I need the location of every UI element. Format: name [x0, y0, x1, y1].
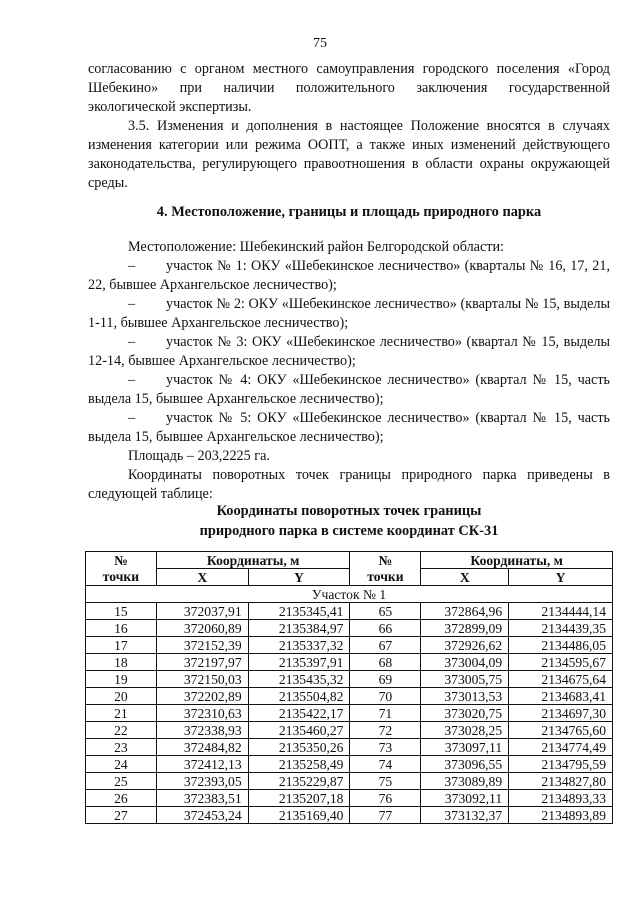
point-no-left: 17	[86, 637, 157, 654]
y-left: 2135384,97	[248, 620, 350, 637]
table-header-row-2	[86, 569, 613, 586]
x-right: 373013,53	[421, 688, 509, 705]
y-right: 2134893,89	[509, 807, 613, 824]
table-row	[86, 603, 613, 620]
point-no-right: 75	[350, 773, 421, 790]
y-left: 2135258,49	[248, 756, 350, 773]
header-points-left: точки	[86, 569, 157, 586]
table-title-line-1: Координаты поворотных точек границы	[216, 503, 482, 519]
x-right: 373132,37	[421, 807, 509, 824]
table-row	[86, 705, 613, 722]
body-text-location	[88, 238, 610, 504]
header-x-left: X	[156, 569, 248, 586]
point-no-right: 69	[350, 671, 421, 688]
y-left: 2135397,91	[248, 654, 350, 671]
point-no-right: 70	[350, 688, 421, 705]
area-text: Площадь – 203,2225 га.	[128, 448, 270, 464]
point-no-right: 74	[350, 756, 421, 773]
x-left: 372484,82	[156, 739, 248, 756]
plot-text: участок № 2: ОКУ «Шебекинское лесничество» (кварталы № 15, выделы 1-11, бывшее Архангельское лесничество);	[88, 296, 610, 331]
x-right: 373092,11	[421, 790, 509, 807]
plot-item	[88, 257, 610, 295]
x-left: 372197,97	[156, 654, 248, 671]
point-no-left: 24	[86, 756, 157, 773]
point-no-right: 67	[350, 637, 421, 654]
y-left: 2135229,87	[248, 773, 350, 790]
list-dash: –	[128, 258, 136, 274]
body-text-top	[88, 60, 610, 193]
x-left: 372310,63	[156, 705, 248, 722]
y-left: 2135350,26	[248, 739, 350, 756]
y-left: 2135345,41	[248, 603, 350, 620]
x-left: 372202,89	[156, 688, 248, 705]
list-dash: –	[128, 410, 136, 426]
table-row	[86, 773, 613, 790]
table-row	[86, 739, 613, 756]
header-x-right: X	[421, 569, 509, 586]
point-no-left: 21	[86, 705, 157, 722]
point-no-right: 77	[350, 807, 421, 824]
point-no-right: 71	[350, 705, 421, 722]
x-right: 372926,62	[421, 637, 509, 654]
point-no-left: 16	[86, 620, 157, 637]
y-right: 2134675,64	[509, 671, 613, 688]
coords-intro: Координаты поворотных точек границы природного парка приведены в следующей таблице:	[88, 467, 610, 502]
plot-text: участок № 4: ОКУ «Шебекинское лесничество» (квартал № 15, часть выдела 15, бывшее Архангельское лесничество);	[88, 372, 610, 407]
x-right: 372864,96	[421, 603, 509, 620]
x-left: 372412,13	[156, 756, 248, 773]
point-no-left: 19	[86, 671, 157, 688]
table-row	[86, 756, 613, 773]
x-left: 372037,91	[156, 603, 248, 620]
paragraph-continuation: согласованию с органом местного самоуправления городского поселения «Город Шебекино» при наличии положительного заключения государственной экологической экспертизы.	[88, 61, 610, 115]
point-no-right: 66	[350, 620, 421, 637]
point-no-right: 65	[350, 603, 421, 620]
table-title-line-2: природного парка в системе координат СК-31	[199, 523, 499, 539]
point-no-right: 76	[350, 790, 421, 807]
point-no-right: 73	[350, 739, 421, 756]
section-row	[86, 586, 613, 603]
y-left: 2135422,17	[248, 705, 350, 722]
x-right: 373096,55	[421, 756, 509, 773]
x-left: 372060,89	[156, 620, 248, 637]
x-left: 372150,03	[156, 671, 248, 688]
point-no-left: 27	[86, 807, 157, 824]
table-row	[86, 790, 613, 807]
point-no-left: 23	[86, 739, 157, 756]
x-left: 372338,93	[156, 722, 248, 739]
list-dash: –	[128, 296, 136, 312]
x-right: 373020,75	[421, 705, 509, 722]
y-right: 2134439,35	[509, 620, 613, 637]
x-right: 373028,25	[421, 722, 509, 739]
table-row	[86, 637, 613, 654]
section-heading: 4. Местоположение, границы и площадь природного парка	[156, 204, 542, 220]
header-y-right: Y	[509, 569, 613, 586]
table-header-row-1	[86, 552, 613, 569]
x-right: 373097,11	[421, 739, 509, 756]
location-intro: Местоположение: Шебекинский район Белгородской области:	[128, 239, 504, 255]
list-dash: –	[128, 334, 136, 350]
plot-text: участок № 1: ОКУ «Шебекинское лесничество» (кварталы № 16, 17, 21, 22, бывшее Архангельское лесничество);	[88, 258, 610, 293]
table-row	[86, 688, 613, 705]
list-dash: –	[128, 372, 136, 388]
plot-text: участок № 3: ОКУ «Шебекинское лесничество» (квартал № 15, выделы 12-14, бывшее Архангельское лесничество);	[88, 334, 610, 369]
x-left: 372393,05	[156, 773, 248, 790]
x-left: 372383,51	[156, 790, 248, 807]
point-no-left: 25	[86, 773, 157, 790]
paragraph-3-5: 3.5. Изменения и дополнения в настоящее Положение вносятся в случаях изменения категории или режима ООПТ, а также иных изменений действующего законодательства, регулирующего правоотношения в области охраны окружающей среды.	[88, 118, 610, 191]
header-coords-left: Координаты, м	[156, 552, 350, 569]
y-right: 2134765,60	[509, 722, 613, 739]
y-right: 2134683,41	[509, 688, 613, 705]
plot-item	[88, 295, 610, 333]
x-right: 373005,75	[421, 671, 509, 688]
point-no-left: 22	[86, 722, 157, 739]
table-row	[86, 654, 613, 671]
point-no-left: 15	[86, 603, 157, 620]
coordinates-table	[85, 551, 613, 824]
section-label: Участок № 1	[86, 586, 613, 603]
x-left: 372453,24	[156, 807, 248, 824]
plot-text: участок № 5: ОКУ «Шебекинское лесничество» (квартал № 15, часть выдела 15, бывшее Архангельское лесничество);	[88, 410, 610, 445]
x-right: 372899,09	[421, 620, 509, 637]
y-right: 2134595,67	[509, 654, 613, 671]
table-row	[86, 807, 613, 824]
x-right: 373004,09	[421, 654, 509, 671]
table-row	[86, 620, 613, 637]
header-coords-right: Координаты, м	[421, 552, 613, 569]
header-no-right: №	[350, 552, 421, 569]
y-left: 2135460,27	[248, 722, 350, 739]
table-row	[86, 671, 613, 688]
header-points-right: точки	[350, 569, 421, 586]
y-right: 2134486,05	[509, 637, 613, 654]
x-right: 373089,89	[421, 773, 509, 790]
y-left: 2135435,32	[248, 671, 350, 688]
y-right: 2134893,33	[509, 790, 613, 807]
plots-list	[88, 257, 610, 447]
y-right: 2134795,59	[509, 756, 613, 773]
y-right: 2134774,49	[509, 739, 613, 756]
point-no-left: 20	[86, 688, 157, 705]
page-number: 75	[313, 36, 327, 51]
plot-item	[88, 409, 610, 447]
y-right: 2134827,80	[509, 773, 613, 790]
point-no-right: 72	[350, 722, 421, 739]
header-no-left: №	[86, 552, 157, 569]
y-left: 2135169,40	[248, 807, 350, 824]
point-no-right: 68	[350, 654, 421, 671]
plot-item	[88, 333, 610, 371]
table-row	[86, 722, 613, 739]
header-y-left: Y	[248, 569, 350, 586]
y-right: 2134444,14	[509, 603, 613, 620]
table-title	[88, 501, 610, 541]
y-right: 2134697,30	[509, 705, 613, 722]
y-left: 2135504,82	[248, 688, 350, 705]
point-no-left: 18	[86, 654, 157, 671]
y-left: 2135207,18	[248, 790, 350, 807]
plot-item	[88, 371, 610, 409]
y-left: 2135337,32	[248, 637, 350, 654]
x-left: 372152,39	[156, 637, 248, 654]
point-no-left: 26	[86, 790, 157, 807]
